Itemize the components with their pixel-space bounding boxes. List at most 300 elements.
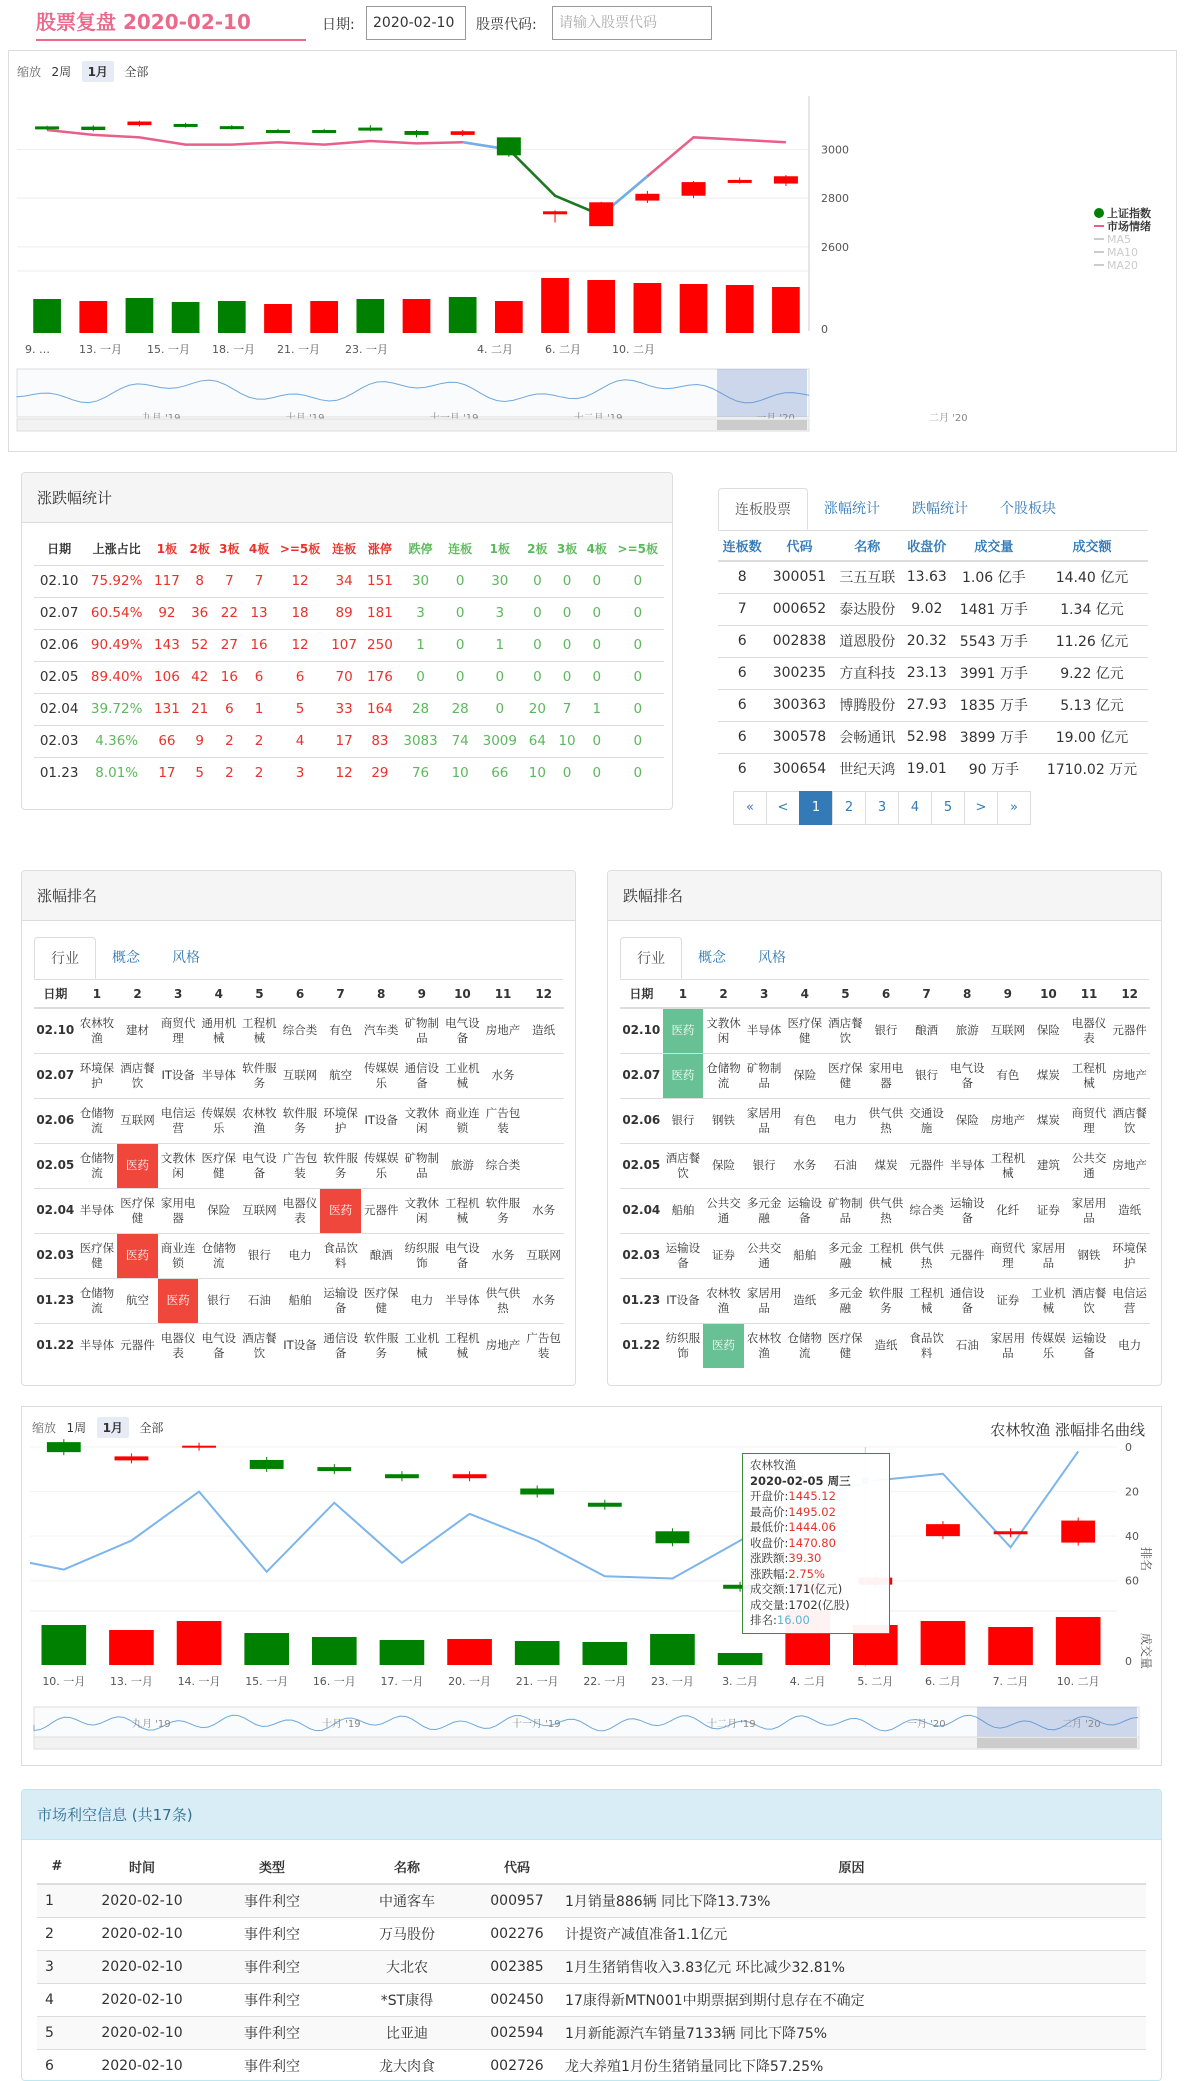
page-button[interactable]: » xyxy=(997,791,1031,825)
volume-tick: 0 xyxy=(1125,1655,1132,1668)
rank-cell[interactable]: 水务 xyxy=(784,1143,825,1188)
rank-cell[interactable]: 互联网 xyxy=(523,1233,564,1278)
rank-cell[interactable]: 煤炭 xyxy=(1028,1098,1069,1143)
page-button[interactable]: < xyxy=(766,791,800,825)
rank-cell[interactable]: 医药 xyxy=(320,1188,361,1233)
tab-1[interactable]: 概念 xyxy=(698,950,726,966)
rank-cell[interactable]: 纺织服饰 xyxy=(663,1323,704,1368)
volume-bar xyxy=(403,299,431,333)
rank-cell[interactable]: 仓储物流 xyxy=(703,1053,744,1098)
rank-cell[interactable]: IT设备 xyxy=(158,1053,199,1098)
rank-cell[interactable] xyxy=(523,1143,564,1188)
rank-cell[interactable]: 多元金融 xyxy=(744,1188,785,1233)
rank-cell[interactable]: 矿物制品 xyxy=(744,1053,785,1098)
rank-cell[interactable]: 环境保护 xyxy=(320,1098,361,1143)
rank-cell[interactable]: 医药 xyxy=(158,1278,199,1323)
rank-cell[interactable]: 房地产 xyxy=(1109,1053,1150,1098)
rank-cell[interactable]: 软件服务 xyxy=(239,1053,280,1098)
rank-cell[interactable]: 仓储物流 xyxy=(77,1098,118,1143)
rank-cell[interactable]: 商业连锁 xyxy=(442,1098,483,1143)
rank-cell[interactable]: 钢铁 xyxy=(703,1098,744,1143)
rank-date: 02.03 xyxy=(620,1233,663,1278)
rank-cell[interactable]: 家居用品 xyxy=(988,1323,1029,1368)
rise-rank-title: 涨幅排名 xyxy=(22,871,575,921)
rank-cell[interactable]: 医疗保健 xyxy=(361,1278,402,1323)
rank-cell[interactable]: 工程机械 xyxy=(988,1143,1029,1188)
rank-date: 01.22 xyxy=(620,1323,663,1368)
stats-cell: 8.01% xyxy=(84,757,149,789)
rank-cell[interactable]: 保险 xyxy=(703,1143,744,1188)
rank-cell[interactable]: 医疗保健 xyxy=(784,1008,825,1053)
volume-axis-label: 成交量 xyxy=(1139,1633,1153,1670)
rank-cell[interactable]: 房地产 xyxy=(483,1323,524,1368)
rank-cell[interactable]: 医疗保健 xyxy=(825,1323,866,1368)
rank-cell[interactable]: 汽车类 xyxy=(361,1008,402,1053)
rank-cell[interactable]: 多元金融 xyxy=(825,1278,866,1323)
rank-cell[interactable]: 通信设备 xyxy=(947,1278,988,1323)
rank-cell[interactable]: 房地产 xyxy=(988,1098,1029,1143)
rank-cell[interactable]: 证券 xyxy=(988,1278,1029,1323)
zoom-1m-button-2[interactable]: 1月 xyxy=(97,1417,129,1438)
rank-cell[interactable]: 农林牧渔 xyxy=(77,1008,118,1053)
rank-cell[interactable]: 家用电器 xyxy=(866,1053,907,1098)
rank-cell[interactable]: 保险 xyxy=(1028,1008,1069,1053)
lianban-row[interactable] xyxy=(718,593,1148,625)
page-button[interactable]: 1 xyxy=(799,791,833,825)
rank-cell[interactable]: 互联网 xyxy=(280,1053,321,1098)
rank-cell[interactable]: 商贸代理 xyxy=(158,1008,199,1053)
rank-cell[interactable]: 通信设备 xyxy=(320,1323,361,1368)
rank-cell[interactable]: 广告包装 xyxy=(280,1143,321,1188)
zoom-2w-button[interactable]: 2周 xyxy=(51,65,72,79)
zoom-all-button-2[interactable]: 全部 xyxy=(139,1421,164,1435)
rank-cell[interactable]: 电气设备 xyxy=(947,1053,988,1098)
rank-cell[interactable]: 石油 xyxy=(825,1143,866,1188)
rank-cell[interactable]: 酒店餐饮 xyxy=(117,1053,158,1098)
rank-cell[interactable]: 电力 xyxy=(402,1278,443,1323)
rank-cell[interactable]: 互联网 xyxy=(988,1008,1029,1053)
rank-cell[interactable]: 矿物制品 xyxy=(402,1143,443,1188)
rank-cell[interactable]: 电力 xyxy=(825,1098,866,1143)
info-cell: 17康得新MTN001中期票据到期付息存在不确定 xyxy=(557,1983,1146,2016)
rank-cell[interactable]: 航空 xyxy=(320,1053,361,1098)
rank-cell[interactable]: 保险 xyxy=(947,1098,988,1143)
rank-cell[interactable]: 广告包装 xyxy=(523,1323,564,1368)
rank-cell[interactable]: 运输设备 xyxy=(1069,1323,1110,1368)
rank-cell[interactable]: 医药 xyxy=(663,1008,704,1053)
page-button[interactable]: 5 xyxy=(931,791,965,825)
tab-0[interactable]: 行业 xyxy=(34,937,96,979)
rank-cell[interactable]: 元器件 xyxy=(361,1188,402,1233)
rank-cell[interactable]: 商贸代理 xyxy=(1069,1098,1110,1143)
lianban-row[interactable] xyxy=(718,625,1148,657)
legend-marker xyxy=(1094,208,1104,218)
rank-cell[interactable]: 有色 xyxy=(988,1053,1029,1098)
rank-cell[interactable]: 运输设备 xyxy=(320,1278,361,1323)
rank-cell[interactable]: 煤炭 xyxy=(1028,1053,1069,1098)
rank-cell[interactable]: 交通设施 xyxy=(906,1098,947,1143)
rank-cell[interactable]: 电气设备 xyxy=(198,1323,239,1368)
rank-cell[interactable]: 工业机械 xyxy=(442,1053,483,1098)
rank-cell[interactable]: 家居用品 xyxy=(1028,1233,1069,1278)
rank-cell[interactable]: 酒店餐饮 xyxy=(663,1143,704,1188)
rank-cell[interactable]: 通用机械 xyxy=(198,1008,239,1053)
rank-cell[interactable]: 房地产 xyxy=(1109,1143,1150,1188)
navigator-label: 十二月 '19 xyxy=(707,1719,756,1730)
lianban-header: 名称 xyxy=(833,531,902,561)
stock-code-input[interactable]: 请输入股票代码 xyxy=(552,6,712,40)
lianban-cell: 11.26 亿元 xyxy=(1036,625,1148,657)
rank-cell[interactable]: 建材 xyxy=(117,1008,158,1053)
rank-cell[interactable]: 酒店餐饮 xyxy=(1109,1098,1150,1143)
volume-bar xyxy=(726,285,754,333)
rank-cell[interactable]: 软件服务 xyxy=(483,1188,524,1233)
rank-cell[interactable]: 食品饮料 xyxy=(906,1323,947,1368)
rank-date: 02.06 xyxy=(34,1098,77,1143)
rank-cell[interactable] xyxy=(523,1098,564,1143)
rank-cell[interactable]: 酒店餐饮 xyxy=(239,1323,280,1368)
zoom-label-2: 缩放 xyxy=(32,1421,57,1435)
rank-cell[interactable]: 运输设备 xyxy=(947,1188,988,1233)
rank-cell[interactable]: 医疗保健 xyxy=(77,1233,118,1278)
rank-cell[interactable]: 通信设备 xyxy=(402,1053,443,1098)
rank-header: 9 xyxy=(988,980,1029,1008)
rank-cell[interactable]: 医药 xyxy=(703,1323,744,1368)
zoom-1m-button[interactable]: 1月 xyxy=(82,61,114,82)
stats-cell: 0 xyxy=(552,629,582,661)
rank-cell[interactable]: 运输设备 xyxy=(663,1233,704,1278)
rank-cell[interactable]: 工程机械 xyxy=(1069,1053,1110,1098)
rank-cell[interactable]: 造纸 xyxy=(784,1278,825,1323)
rank-cell[interactable]: 矿物制品 xyxy=(402,1008,443,1053)
rank-cell[interactable]: 供气供热 xyxy=(483,1278,524,1323)
rank-cell[interactable]: 船舶 xyxy=(784,1233,825,1278)
rank-date: 02.07 xyxy=(620,1053,663,1098)
date-input[interactable]: 2020-02-10 xyxy=(366,6,466,40)
rank-cell[interactable]: 半导体 xyxy=(77,1188,118,1233)
rank-cell[interactable]: 公共交通 xyxy=(703,1188,744,1233)
rank-cell[interactable]: 仓储物流 xyxy=(784,1323,825,1368)
rank-cell[interactable]: 农林牧渔 xyxy=(703,1278,744,1323)
rank-cell[interactable]: 工程机械 xyxy=(866,1233,907,1278)
navigator xyxy=(34,1707,1139,1737)
lianban-cell: 6 xyxy=(718,689,766,721)
rank-cell[interactable]: 证券 xyxy=(703,1233,744,1278)
candle-body xyxy=(358,128,382,131)
rank-cell[interactable]: 银行 xyxy=(744,1143,785,1188)
lianban-cell: 6 xyxy=(718,657,766,689)
info-cell: *ST康得 xyxy=(337,1983,477,2016)
rank-cell[interactable]: 医药 xyxy=(117,1143,158,1188)
stats-header: >=5板 xyxy=(279,542,321,557)
rank-cell[interactable]: 传媒娱乐 xyxy=(361,1053,402,1098)
rank-cell[interactable]: 银行 xyxy=(866,1008,907,1053)
rank-cell[interactable]: 半导体 xyxy=(744,1008,785,1053)
rank-cell[interactable]: 银行 xyxy=(198,1278,239,1323)
stats-cell: 8 xyxy=(185,565,215,597)
rank-cell[interactable]: 酿酒 xyxy=(361,1233,402,1278)
x-tick-label: 3. 二月 xyxy=(722,1675,759,1688)
rank-cell[interactable]: 综合类 xyxy=(280,1008,321,1053)
rank-cell[interactable]: 水务 xyxy=(523,1278,564,1323)
rank-cell[interactable]: 旅游 xyxy=(947,1008,988,1053)
rank-cell[interactable]: 环境保护 xyxy=(77,1053,118,1098)
rank-cell[interactable]: 商贸代理 xyxy=(988,1233,1029,1278)
stats-header: 1板 xyxy=(489,542,510,557)
page-button[interactable]: > xyxy=(964,791,998,825)
rank-cell[interactable]: 家用电器 xyxy=(158,1188,199,1233)
page-button[interactable]: 4 xyxy=(898,791,932,825)
x-tick-label: 9. … xyxy=(25,343,50,356)
rank-cell[interactable]: 电器仪表 xyxy=(158,1323,199,1368)
rank-cell[interactable]: 保险 xyxy=(198,1188,239,1233)
rank-cell[interactable]: 半导体 xyxy=(77,1323,118,1368)
rank-cell[interactable]: 传媒娱乐 xyxy=(1028,1323,1069,1368)
rank-cell[interactable]: 环境保护 xyxy=(1109,1233,1150,1278)
tab-2[interactable]: 风格 xyxy=(172,950,200,966)
rank-cell[interactable]: 水务 xyxy=(523,1188,564,1233)
candle-body xyxy=(174,124,198,127)
rank-cell[interactable]: 文教休闲 xyxy=(158,1143,199,1188)
rank-cell[interactable]: 有色 xyxy=(784,1098,825,1143)
rank-cell[interactable]: 石油 xyxy=(239,1278,280,1323)
rank-cell[interactable]: 酒店餐饮 xyxy=(825,1008,866,1053)
rank-cell[interactable]: 元器件 xyxy=(1109,1008,1150,1053)
info-cell: 2020-02-10 xyxy=(77,2049,207,2081)
rank-cell[interactable]: 元器件 xyxy=(906,1143,947,1188)
rank-cell[interactable]: 商业连锁 xyxy=(158,1233,199,1278)
rank-cell[interactable]: 供气供热 xyxy=(906,1233,947,1278)
rank-cell[interactable]: 广告包装 xyxy=(483,1098,524,1143)
rank-cell[interactable]: 船舶 xyxy=(663,1188,704,1233)
x-tick-label: 4. 二月 xyxy=(477,343,513,356)
rank-cell[interactable]: 化纤 xyxy=(988,1188,1029,1233)
rank-cell[interactable]: 公共交通 xyxy=(1069,1143,1110,1188)
rank-date: 02.05 xyxy=(34,1143,77,1188)
rank-cell[interactable]: 电气设备 xyxy=(239,1143,280,1188)
lianban-cell: 300654 xyxy=(766,753,832,785)
fall-rank-table xyxy=(620,980,1150,1368)
rank-cell[interactable]: 有色 xyxy=(320,1008,361,1053)
rank-cell[interactable]: 酒店餐饮 xyxy=(1069,1278,1110,1323)
rank-cell[interactable]: 文教休闲 xyxy=(703,1008,744,1053)
navigator xyxy=(17,369,809,417)
stats-cell: 0 xyxy=(523,565,553,597)
rank-tick: 40 xyxy=(1125,1530,1139,1544)
rank-cell[interactable]: 电气设备 xyxy=(442,1008,483,1053)
rank-cell[interactable]: 综合类 xyxy=(483,1143,524,1188)
lianban-cell: 7 xyxy=(718,593,766,625)
info-cell: 2020-02-10 xyxy=(77,1884,207,1917)
rank-cell[interactable]: 工程机械 xyxy=(239,1008,280,1053)
rank-cell[interactable]: 煤炭 xyxy=(866,1143,907,1188)
rank-cell[interactable]: 船舶 xyxy=(280,1278,321,1323)
rank-cell[interactable]: 医药 xyxy=(117,1233,158,1278)
rank-cell[interactable]: 银行 xyxy=(906,1053,947,1098)
rank-cell[interactable]: 矿物制品 xyxy=(825,1188,866,1233)
rank-cell[interactable]: 电力 xyxy=(1109,1323,1150,1368)
rank-cell[interactable]: 电气设备 xyxy=(442,1233,483,1278)
rank-cell[interactable]: 石油 xyxy=(947,1323,988,1368)
rank-cell[interactable]: 水务 xyxy=(483,1053,524,1098)
stats-cell: 66 xyxy=(149,725,185,757)
lianban-row[interactable] xyxy=(718,657,1148,689)
rank-cell[interactable]: IT设备 xyxy=(361,1098,402,1143)
rank-cell[interactable]: 医疗保健 xyxy=(198,1143,239,1188)
info-cell: 1月生猪销售收入3.83亿元 环比减少32.81% xyxy=(557,1950,1146,1983)
stats-cell: 0 xyxy=(398,661,443,693)
rank-cell[interactable]: 旅游 xyxy=(442,1143,483,1188)
rank-cell[interactable]: 农林牧渔 xyxy=(239,1098,280,1143)
rank-cell[interactable]: 工业机械 xyxy=(402,1323,443,1368)
rank-cell[interactable]: 半导体 xyxy=(442,1278,483,1323)
lianban-row[interactable] xyxy=(718,561,1148,593)
volume-bar xyxy=(218,301,246,333)
candle-body xyxy=(317,1467,351,1471)
lianban-cell: 9.22 亿元 xyxy=(1036,657,1148,689)
rank-cell[interactable]: 供气供热 xyxy=(866,1098,907,1143)
rank-cell[interactable]: 房地产 xyxy=(483,1008,524,1053)
rank-cell[interactable]: 软件服务 xyxy=(361,1323,402,1368)
lianban-row[interactable] xyxy=(718,721,1148,753)
stats-header: 2板 xyxy=(189,542,210,557)
rank-cell[interactable]: 钢铁 xyxy=(1069,1233,1110,1278)
x-tick-label: 21. 一月 xyxy=(515,1675,559,1688)
x-tick-label: 10. 二月 xyxy=(1056,1675,1100,1688)
page-button[interactable]: 2 xyxy=(832,791,866,825)
info-cell: 002726 xyxy=(477,2049,557,2081)
rank-date: 02.04 xyxy=(620,1188,663,1233)
rank-cell[interactable]: 公共交通 xyxy=(744,1233,785,1278)
page-button[interactable]: « xyxy=(733,791,767,825)
rank-cell[interactable]: IT设备 xyxy=(280,1323,321,1368)
volume-bar xyxy=(79,301,107,333)
rank-cell[interactable]: 医药 xyxy=(663,1053,704,1098)
rank-cell[interactable]: 元器件 xyxy=(947,1233,988,1278)
rank-cell[interactable]: 造纸 xyxy=(1109,1188,1150,1233)
scrollbar-thumb xyxy=(977,1738,1137,1748)
navigator-label: 二月 '20 xyxy=(1062,1719,1101,1730)
volume-bar xyxy=(109,1630,154,1665)
rank-cell[interactable]: 半导体 xyxy=(198,1053,239,1098)
rank-cell[interactable]: 传媒娱乐 xyxy=(361,1143,402,1188)
stats-cell: 250 xyxy=(362,629,398,661)
rank-cell[interactable]: 纺织服饰 xyxy=(402,1233,443,1278)
rank-cell[interactable]: 家居用品 xyxy=(1069,1188,1110,1233)
lianban-cell: 3899 万手 xyxy=(952,721,1036,753)
rank-cell[interactable]: 文教休闲 xyxy=(402,1188,443,1233)
rank-cell[interactable]: 造纸 xyxy=(523,1008,564,1053)
rank-cell[interactable]: IT设备 xyxy=(663,1278,704,1323)
rank-cell[interactable]: 工程机械 xyxy=(442,1188,483,1233)
stats-cell: 0 xyxy=(552,597,582,629)
info-cell: 1月新能源汽车销量7133辆 同比下降75% xyxy=(557,2016,1146,2049)
rank-cell[interactable]: 运输设备 xyxy=(784,1188,825,1233)
tab-1[interactable]: 涨幅统计 xyxy=(824,501,880,517)
rank-cell[interactable]: 航空 xyxy=(117,1278,158,1323)
rank-cell[interactable]: 供气供热 xyxy=(866,1188,907,1233)
rank-cell[interactable]: 电器仪表 xyxy=(1069,1008,1110,1053)
rank-date: 02.04 xyxy=(34,1188,77,1233)
rank-cell[interactable] xyxy=(523,1053,564,1098)
tab-0[interactable]: 连板股票 xyxy=(718,488,808,530)
rank-header: 4 xyxy=(198,980,239,1008)
tooltip-high: 最高价:1495.02 xyxy=(750,1504,836,1519)
rank-cell[interactable]: 农林牧渔 xyxy=(744,1323,785,1368)
rank-date: 02.07 xyxy=(34,1053,77,1098)
rank-header: 6 xyxy=(866,980,907,1008)
rank-cell[interactable]: 半导体 xyxy=(947,1143,988,1188)
rank-cell[interactable]: 保险 xyxy=(784,1053,825,1098)
rank-cell[interactable]: 银行 xyxy=(663,1098,704,1143)
rank-cell[interactable]: 软件服务 xyxy=(280,1098,321,1143)
rank-cell[interactable]: 软件服务 xyxy=(320,1143,361,1188)
rank-cell[interactable]: 元器件 xyxy=(117,1323,158,1368)
rank-cell[interactable]: 综合类 xyxy=(906,1188,947,1233)
rank-header: 6 xyxy=(280,980,321,1008)
rank-header: 5 xyxy=(825,980,866,1008)
rank-cell[interactable]: 电信运营 xyxy=(1109,1278,1150,1323)
tab-3[interactable]: 个股板块 xyxy=(1000,501,1056,517)
stats-cell: 106 xyxy=(149,661,185,693)
rank-cell[interactable]: 家居用品 xyxy=(744,1278,785,1323)
rank-cell[interactable]: 仓储物流 xyxy=(77,1143,118,1188)
rank-cell[interactable]: 互联网 xyxy=(117,1098,158,1143)
tab-2[interactable]: 跌幅统计 xyxy=(912,501,968,517)
rank-cell[interactable]: 食品饮料 xyxy=(320,1233,361,1278)
tab-1[interactable]: 概念 xyxy=(112,950,140,966)
rank-cell[interactable]: 建筑 xyxy=(1028,1143,1069,1188)
rank-cell[interactable]: 造纸 xyxy=(866,1323,907,1368)
zoom-all-button[interactable]: 全部 xyxy=(124,65,149,79)
rank-cell[interactable]: 工程机械 xyxy=(906,1278,947,1323)
x-tick-label: 5. 二月 xyxy=(857,1675,894,1688)
rank-cell[interactable]: 电力 xyxy=(280,1233,321,1278)
rank-cell[interactable]: 仓储物流 xyxy=(77,1278,118,1323)
lianban-cell: 14.40 亿元 xyxy=(1036,561,1148,593)
rank-cell[interactable]: 酿酒 xyxy=(906,1008,947,1053)
lianban-row[interactable] xyxy=(718,689,1148,721)
tab-0[interactable]: 行业 xyxy=(620,937,682,979)
info-cell: 6 xyxy=(37,2049,77,2081)
rank-cell[interactable]: 证券 xyxy=(1028,1188,1069,1233)
rank-cell[interactable]: 多元金融 xyxy=(825,1233,866,1278)
rank-cell[interactable]: 水务 xyxy=(483,1233,524,1278)
rank-cell[interactable]: 工程机械 xyxy=(442,1323,483,1368)
rank-cell[interactable]: 电信运营 xyxy=(158,1098,199,1143)
rank-cell[interactable]: 仓储物流 xyxy=(198,1233,239,1278)
tab-2[interactable]: 风格 xyxy=(758,950,786,966)
rank-cell[interactable]: 工业机械 xyxy=(1028,1278,1069,1323)
page-button[interactable]: 3 xyxy=(865,791,899,825)
rank-cell[interactable]: 互联网 xyxy=(239,1188,280,1233)
rank-cell[interactable]: 医疗保健 xyxy=(117,1188,158,1233)
rank-cell[interactable]: 软件服务 xyxy=(866,1278,907,1323)
candle-body xyxy=(220,126,244,129)
zoom-1w-button[interactable]: 1周 xyxy=(66,1421,87,1435)
rank-cell[interactable]: 文教休闲 xyxy=(402,1098,443,1143)
lianban-row[interactable] xyxy=(718,753,1148,785)
info-cell: 3 xyxy=(37,1950,77,1983)
tooltip-name: 农林牧渔 xyxy=(750,1458,796,1472)
rank-cell[interactable]: 电器仪表 xyxy=(280,1188,321,1233)
rank-cell[interactable]: 传媒娱乐 xyxy=(198,1098,239,1143)
rank-cell[interactable]: 银行 xyxy=(239,1233,280,1278)
stats-cell: 90.49% xyxy=(84,629,149,661)
rank-cell[interactable]: 家居用品 xyxy=(744,1098,785,1143)
rank-cell[interactable]: 医疗保健 xyxy=(825,1053,866,1098)
tooltip-vol: 成交量:1702(亿股) xyxy=(750,1597,850,1612)
